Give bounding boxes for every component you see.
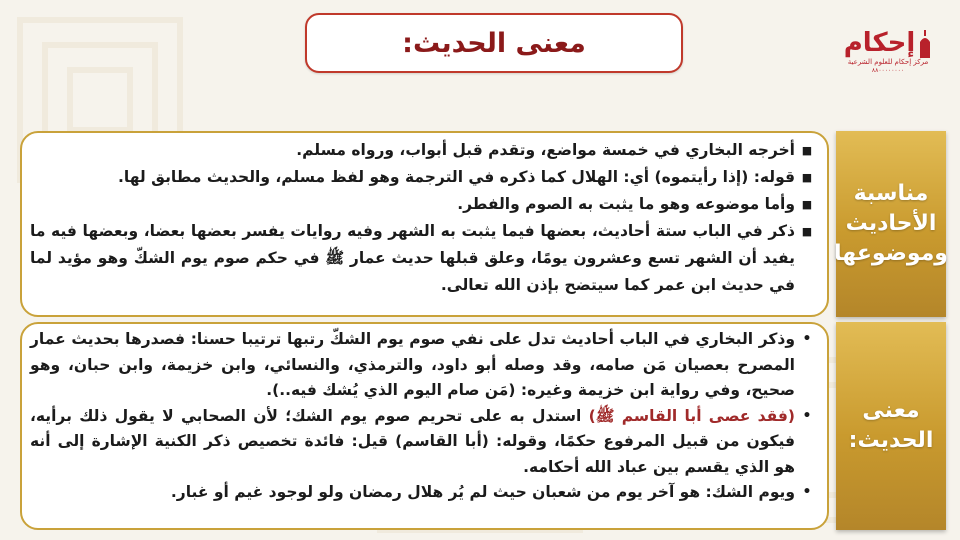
highlighted-quote: (فقد عصى أبا القاسم ﷺ): [588, 406, 795, 425]
panel-label-line: الحديث:: [848, 428, 934, 453]
square-bullet-icon: ■: [801, 198, 813, 211]
round-bullet-icon: •: [802, 331, 812, 347]
meaning-content-box: [20, 322, 829, 530]
relevance-content-box: [20, 131, 829, 317]
list-item: ■ ذكر في الباب ستة أحاديث، بعضها فيما يثبت به الشهر وفيه روايات يفسر بعضها بعضا، وبعضها فيه ما يفيد أن الشهر تسع وعشرون يومًا، وعلق قبلها حديث عمار ﷺ في حكم صوم يوم الشكّ وهو مؤيد لما في حديث ابن عمر كما سيتضح بإذن الله تعالى.: [30, 218, 813, 299]
square-bullet-icon: ■: [801, 171, 813, 184]
logo-subtitle: مركز إحكام للعلوم الشرعية: [847, 58, 929, 66]
list-item: ■ أخرجه البخاري في خمسة مواضع، وتقدم قبل أبواب، ورواه مسلم.: [30, 137, 813, 164]
meaning-list: [30, 327, 813, 506]
brand-logo: [838, 28, 938, 98]
round-bullet-icon: •: [802, 484, 812, 500]
panel-label-line: الأحاديث: [845, 211, 937, 236]
panel-label-line: وموضوعها: [834, 241, 948, 266]
title-box: [305, 13, 683, 73]
panel-label-line: معنى: [862, 398, 920, 423]
list-item: • (فقد عصى أبا القاسم ﷺ) استدل به على تحريم صوم يوم الشك؛ لأن الصحابي لا يقول ذلك برأيه، فيكون من قبيل المرفوع حكمًا، وقوله: (أبا القاسم) قيل: فائدة تخصيص ذكر الكنية الإشارة إلى أنه هو الذي يقسم بين عباد الله أحكامه.: [30, 404, 813, 481]
relevance-list: [30, 137, 813, 299]
list-item: • ويوم الشك: هو آخر يوم من شعبان حيث لم يُر هلال رمضان ولو لوجود غيم أو غبار.: [30, 480, 813, 506]
page-title: معنى الحديث:: [402, 27, 586, 59]
relevance-label-panel: [836, 131, 946, 317]
list-item: ■ قوله: (إذا رأيتموه) أي: الهلال كما ذكره في الترجمة وهو لفظ مسلم، والحديث مطابق لها.: [30, 164, 813, 191]
list-item: • وذكر البخاري في الباب أحاديث تدل على نفي صوم يوم الشكّ رتبها ترتيبا حسنا: فصدرها بحديث عمار المصرح بعصيان مَن صامه، وقد وصله أبو داود، والترمذي، والنسائي، وابن خزيمة، وابن حبان، وهو صحيح، وفي رواية ابن خزيمة وغيره: (مَن صام اليوم الذي يُشك فيه..).: [30, 327, 813, 404]
mosque-dome-icon: [918, 30, 932, 58]
meaning-label-panel: [836, 322, 946, 530]
logo-phone: ٨٨٠٠٠٠٠٠٠٠: [871, 67, 905, 74]
square-bullet-icon: ■: [801, 144, 813, 157]
square-bullet-icon: ■: [801, 225, 813, 238]
panel-label-line: مناسبة: [853, 181, 929, 206]
logo-wordmark: إحكام: [843, 28, 916, 58]
list-item: ■ وأما موضوعه وهو ما يثبت به الصوم والفطر.: [30, 191, 813, 218]
round-bullet-icon: •: [802, 407, 812, 424]
